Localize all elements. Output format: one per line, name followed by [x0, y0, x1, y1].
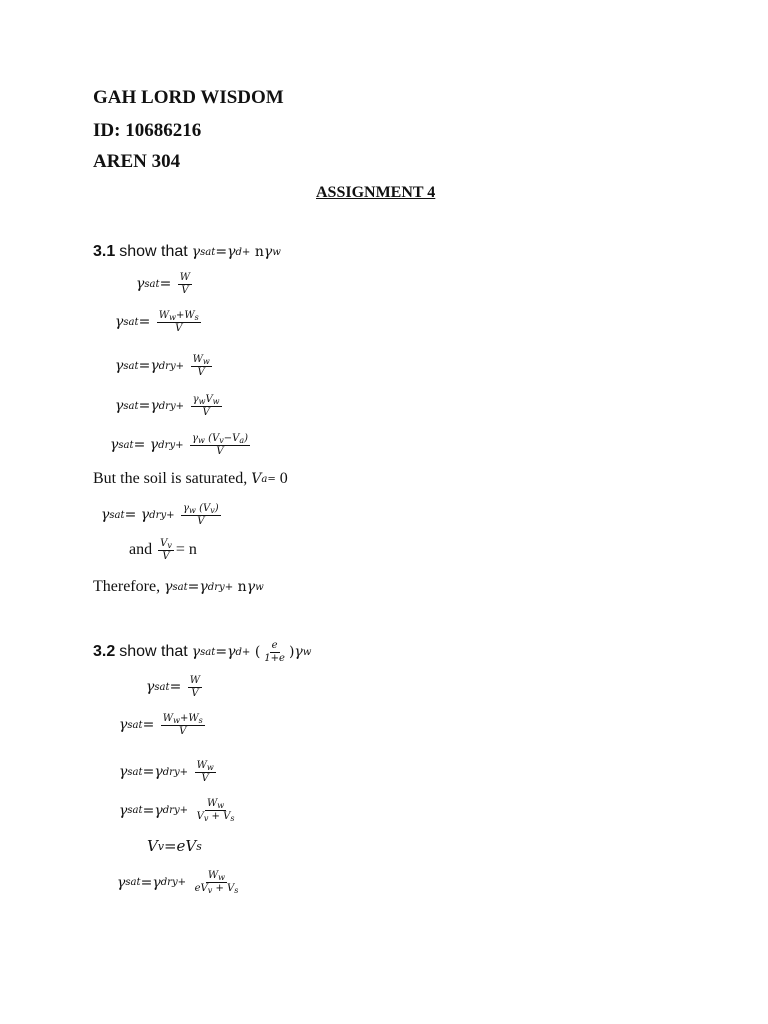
- section-3-1-heading: [93, 243, 281, 261]
- student-id: ID: 10686216: [93, 120, 202, 141]
- section-3-2-label: 3.2: [93, 643, 116, 660]
- section-3-2-goal-equation: γ sat =γ d+ ( $\frac{e}{1+e}$ ) γ w: [191, 640, 312, 664]
- equation-3-2-step-1: γ sat = $\frac{W}{V}$: [146, 675, 201, 699]
- equation-3-1-step-6: γ sat = γ dry+ $\frac{\gamma_w (V_v)}{V}$: [101, 503, 219, 528]
- section-3-2-prompt: show that: [119, 643, 188, 660]
- equation-3-2-step-2: γ sat = $\frac{W_w+W_s}{V}$: [119, 713, 203, 738]
- and-text: and: [129, 541, 153, 559]
- section-3-1-label: 3.1: [93, 243, 116, 260]
- equation-3-1-step-2: γ sat = $\frac{W_w+W_s}{V}$: [115, 310, 199, 335]
- saturation-note-text: But the soil is saturated,: [93, 470, 248, 487]
- section-3-1-goal-equation: γ sat =γ d+ n γ w: [191, 244, 281, 260]
- equation-3-2-step-3: γ sat =γ dry+ $\frac{W_w}{V}$: [119, 760, 214, 785]
- therefore-text: Therefore,: [93, 578, 161, 595]
- assignment-title: ASSIGNMENT 4: [316, 184, 436, 201]
- equation-3-1-step-5: γ sat = γ dry+ $\frac{\gamma_w (V_v-V_a)}{V}$: [110, 433, 249, 458]
- porosity-equals: = n: [175, 541, 197, 559]
- student-name: GAH LORD WISDOM: [93, 87, 284, 108]
- equation-3-2-step-4: γ sat =γ dry+ $\frac{W_w}{V_v + V_s}$: [119, 798, 235, 824]
- equation-3-1-step-4: γ sat =γ dry+ $\frac{\gamma_wV_w}{V}$: [115, 394, 220, 419]
- course-code: AREN 304: [93, 151, 181, 172]
- conclusion-3-1: Therefore, γ sat =γ dry+ n γ w: [93, 578, 264, 595]
- section-3-2-heading: [93, 640, 311, 664]
- saturation-note: But the soil is saturated, V a= 0: [93, 470, 288, 487]
- void-ratio-relation: V v =eV s: [147, 837, 202, 855]
- porosity-definition: and $\frac{V_v}{V}$ = n: [129, 538, 197, 563]
- section-3-1-prompt: show that: [119, 243, 188, 260]
- equation-3-2-step-5: γ sat =γ dry+ $\frac{W_w}{eV_v + V_s}$: [117, 870, 239, 896]
- saturation-note-value: 0: [279, 470, 288, 487]
- equation-3-1-step-3: γ sat =γ dry+ $\frac{W_w}{V}$: [115, 354, 210, 379]
- equation-3-1-step-1: γ sat = $\frac{W}{V}$: [136, 272, 191, 296]
